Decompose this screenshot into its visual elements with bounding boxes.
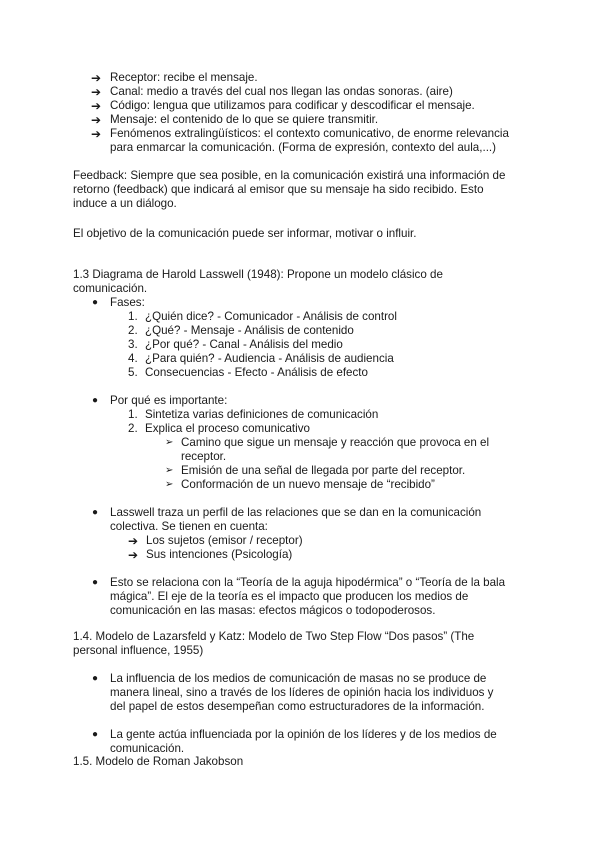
arrow-icon: ➔ [91,85,102,99]
feedback-paragraph-line: Feedback: Siempre que sea posible, en la comunicación existirá una información de [73,169,506,182]
arrow-icon: ➔ [91,113,102,127]
bullet-icon: ● [92,729,99,740]
arrowhead-icon: ➢ [165,465,174,476]
list-number: 3. [128,338,138,351]
list-item-continuation: para enmarcar la comunicación. (Forma de expresión, contexto del aula,...) [110,141,497,154]
section-heading-continuation: comunicación. [73,282,148,295]
list-item: Emisión de una señal de llegada por parte del receptor. [181,464,466,477]
list-item-continuation: receptor. [181,450,227,463]
list-number: 1. [128,408,138,421]
list-item: ¿Por qué? - Canal - Análisis del medio [145,338,343,351]
feedback-paragraph-line: induce a un diálogo. [73,197,177,210]
section-heading: 1.4. Modelo de Lazarsfeld y Katz: Modelo de Two Step Flow “Dos pasos” (The [73,630,475,643]
aguja-paragraph-line: mágica”. El eje de la teoría es el impacto que producen los medios de [110,590,469,603]
list-number: 4. [128,352,138,365]
list-item: Canal: medio a través del cual nos llegan las ondas sonoras. (aire) [110,85,453,98]
paragraph-line: manera lineal, sino a través de los líderes de opinión hacia los individuos y [110,686,494,699]
objective-paragraph: El objetivo de la comunicación puede ser informar, motivar o influir. [73,227,417,240]
list-item: Sus intenciones (Psicología) [146,548,293,561]
perfil-paragraph-line: colectiva. Se tienen en cuenta: [110,520,268,533]
list-item: Mensaje: el contenido de lo que se quiere transmitir. [110,113,379,126]
arrowhead-icon: ➢ [165,479,174,490]
arrow-icon: ➔ [128,534,139,548]
list-item: Explica el proceso comunicativo [145,422,310,435]
arrow-icon: ➔ [91,71,102,85]
list-item: Código: lengua que utilizamos para codificar y descodificar el mensaje. [110,99,475,112]
arrow-icon: ➔ [91,99,102,113]
bullet-icon: ● [92,297,99,308]
section-heading: 1.3 Diagrama de Harold Lasswell (1948): Propone un modelo clásico de [73,268,443,281]
aguja-paragraph-line: Esto se relaciona con la “Teoría de la aguja hipodérmica” o “Teoría de la bala [110,576,506,589]
list-number: 2. [128,422,138,435]
importante-label: Por qué es importante: [110,394,228,407]
list-item: Fenómenos extralingüísticos: el contexto comunicativo, de enorme relevancia [110,127,509,140]
bullet-icon: ● [92,577,99,588]
fases-label: Fases: [110,296,145,309]
list-item: Camino que sigue un mensaje y reacción que provoca en el [181,436,490,449]
list-item: Sintetiza varias definiciones de comunicación [145,408,379,421]
bullet-icon: ● [92,507,99,518]
section-heading: 1.5. Modelo de Roman Jakobson [73,755,244,768]
list-item: ¿Quién dice? - Comunicador - Análisis de control [145,310,397,323]
aguja-paragraph-line: comunicación en las masas: efectos mágicos o todopoderosos. [110,604,436,617]
bullet-icon: ● [92,395,99,406]
paragraph-line: del papel de estos desempeñan como estructuradores de la información. [110,700,485,713]
paragraph-line: La influencia de los medios de comunicación de masas no se produce de [110,672,487,685]
list-item: ¿Qué? - Mensaje - Análisis de contenido [145,324,354,337]
list-item: Los sujetos (emisor / receptor) [146,534,303,547]
section-heading-continuation: personal influence, 1955) [73,644,204,657]
list-item: ¿Para quién? - Audiencia - Análisis de audiencia [145,352,394,365]
list-number: 5. [128,366,138,379]
arrow-icon: ➔ [91,127,102,141]
arrowhead-icon: ➢ [165,437,174,448]
list-number: 1. [128,310,138,323]
bullet-icon: ● [92,673,99,684]
arrow-icon: ➔ [128,548,139,562]
paragraph-line: La gente actúa influenciada por la opinión de los líderes y de los medios de [110,728,497,741]
list-item: Conformación de un nuevo mensaje de “recibido” [181,478,435,491]
list-item: Consecuencias - Efecto - Análisis de efecto [145,366,368,379]
paragraph-line: comunicación. [110,742,185,755]
perfil-paragraph-line: Lasswell traza un perfil de las relaciones que se dan en la comunicación [110,506,482,519]
list-number: 2. [128,324,138,337]
list-item: Receptor: recibe el mensaje. [110,71,258,84]
feedback-paragraph-line: retorno (feedback) que indicará al emisor que su mensaje ha sido recibido. Esto [73,183,484,196]
